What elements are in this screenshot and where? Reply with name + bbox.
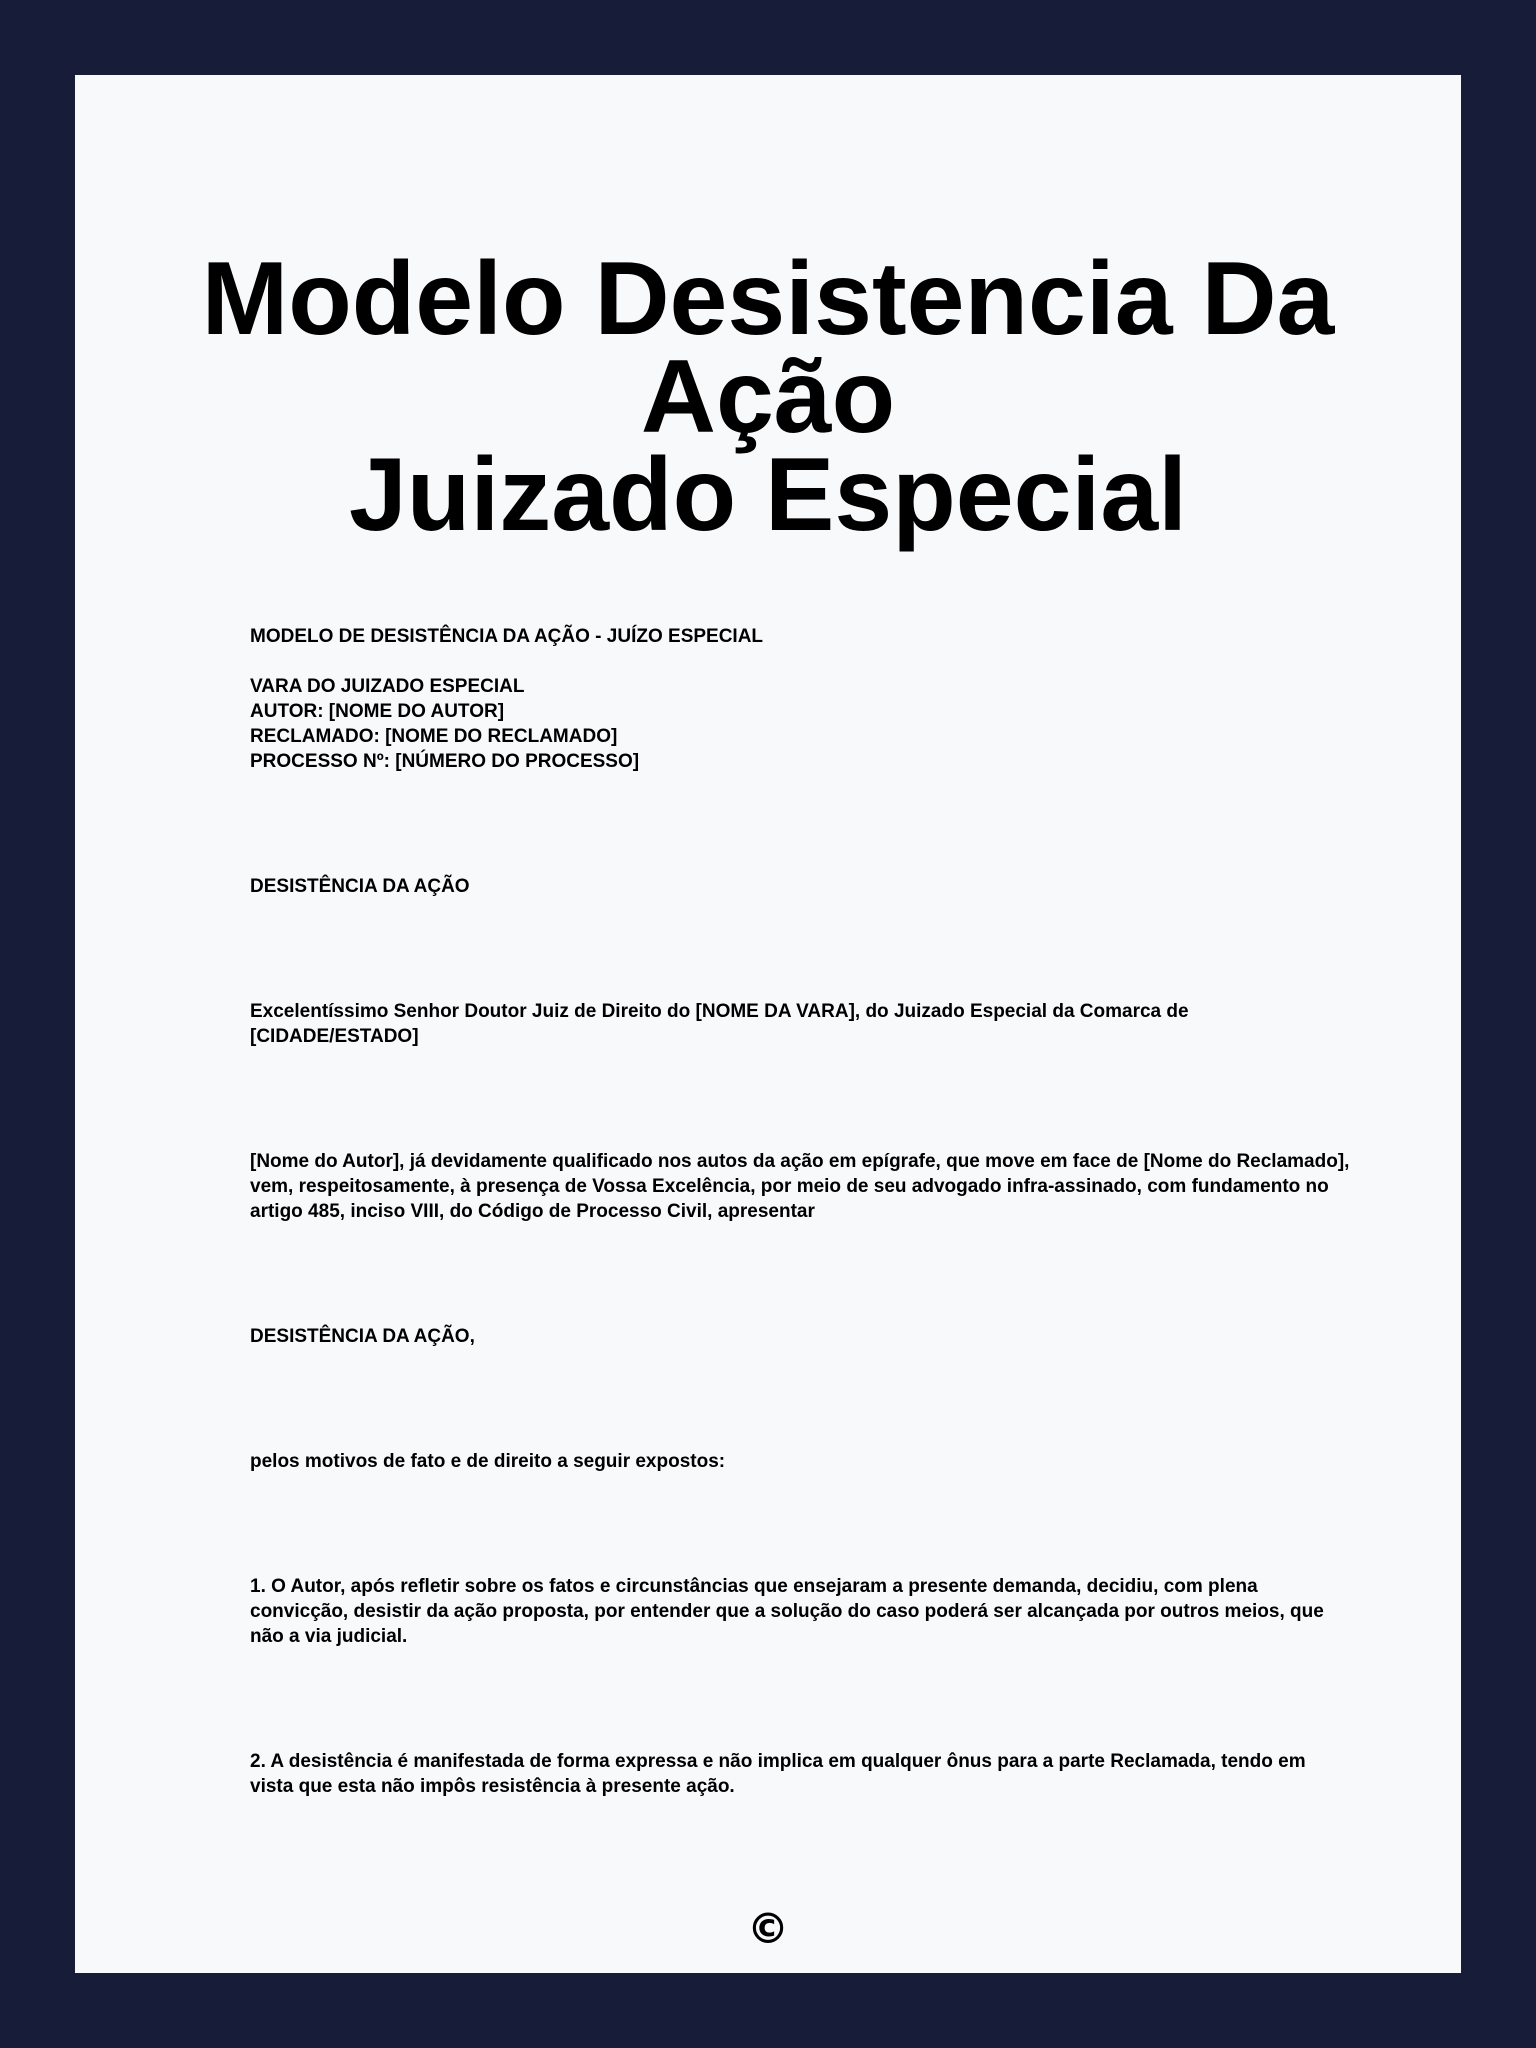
section-title: DESISTÊNCIA DA AÇÃO	[250, 876, 470, 897]
case-header-block: VARA DO JUIZADO ESPECIAL AUTOR: [NOME DO AUTOR] RECLAMADO: [NOME DO RECLAMADO] PROCESSO Nº: [NÚMERO DO PROCESSO]	[250, 676, 640, 772]
document-body	[250, 550, 1350, 1799]
copyright-icon: ©	[747, 1904, 789, 1953]
item-1-paragraph: 1. O Autor, após refletir sobre os fatos e circunstâncias que ensejaram a presente demanda, decidiu, com plena convicção, desistir da ação proposta, por entender que a solução do caso poderá ser alcançada por outros meios, que não a via judicial.	[250, 1576, 1324, 1647]
item-2-paragraph: 2. A desistência é manifestada de forma expressa e não implica em qualquer ônus para a parte Reclamada, tendo em vista que esta não impôs resistência à presente ação.	[250, 1751, 1306, 1797]
document-title-line-1: Modelo Desistencia Da Ação	[201, 241, 1335, 455]
document-heading: MODELO DE DESISTÊNCIA DA AÇÃO - JUÍZO ESPECIAL	[250, 626, 764, 647]
document-title-line-2: Juizado Especial	[348, 437, 1188, 553]
section-title-2: DESISTÊNCIA DA AÇÃO,	[250, 1326, 475, 1347]
reasons-intro: pelos motivos de fato e de direito a seguir expostos:	[250, 1451, 726, 1472]
address-paragraph: Excelentíssimo Senhor Doutor Juiz de Direito do [NOME DA VARA], do Juizado Especial da Comarca de [CIDADE/ESTADO]	[250, 1001, 1189, 1047]
document-title	[63, 241, 1473, 553]
intro-paragraph: [Nome do Autor], já devidamente qualificado nos autos da ação em epígrafe, que move em face de [Nome do Reclamado], vem, respeitosamente, à presença de Vossa Excelência, por meio de seu advogado infra-assinado, com fundamento no artigo 485, inciso VIII, do Código de Processo Civil, apresentar	[250, 1151, 1350, 1222]
document-page	[75, 75, 1461, 1973]
